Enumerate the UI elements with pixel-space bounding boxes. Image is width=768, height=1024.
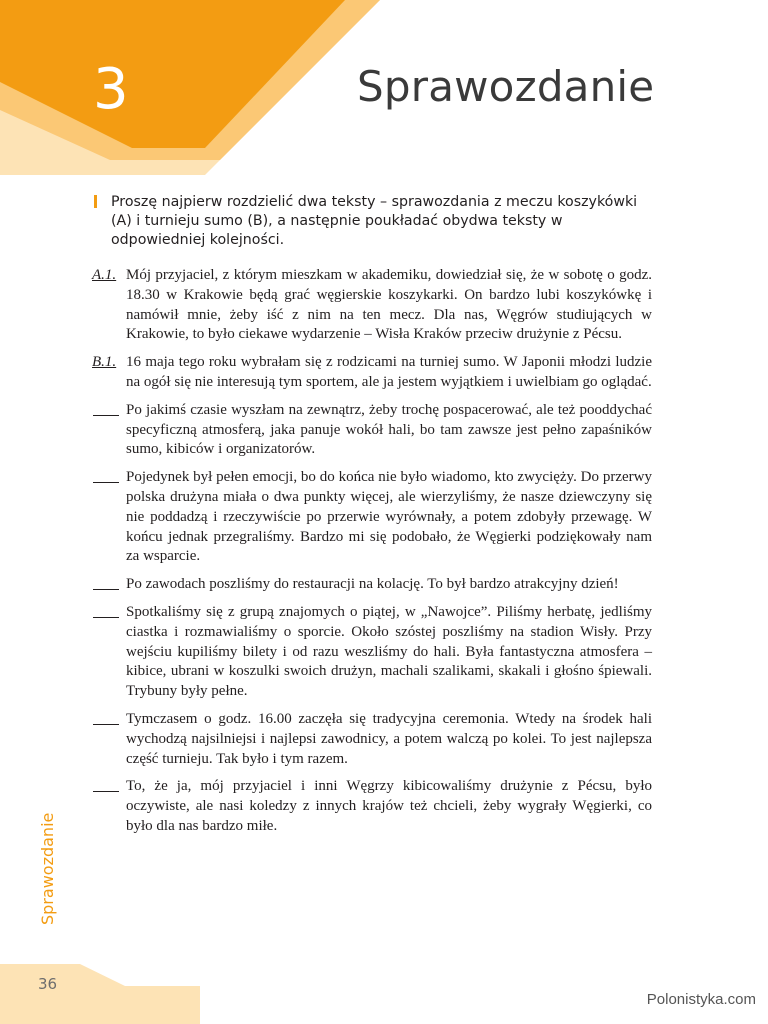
answer-blank[interactable] [93, 603, 119, 618]
answer-blank[interactable] [93, 575, 119, 590]
item-text: Tymczasem o godz. 16.00 zaczęła się tradycyjna ceremonia. Wtedy na środek hali wychodzą najsilniejsi i najlepsi zawodnicy, a potem walczą po kolei. To jest najlepsza część turnieju. Tak było i tym razem. [126, 710, 652, 767]
answer-blank[interactable] [93, 468, 119, 483]
list-item [92, 266, 652, 345]
list-item [92, 777, 652, 836]
page-title: Sprawozdanie [357, 62, 655, 111]
list-item [92, 710, 652, 769]
list-item [92, 575, 652, 595]
side-chapter-title: Sprawozdanie [38, 812, 57, 925]
exercise-list [92, 266, 652, 845]
item-label: B.1. [92, 354, 117, 371]
answer-blank[interactable] [93, 710, 119, 725]
list-item [92, 401, 652, 460]
item-text: Po zawodach poszliśmy do restauracji na kolację. To był bardzo atrakcyjny dzień! [126, 576, 619, 593]
list-item [92, 353, 652, 393]
item-text: To, że ja, mój przyjaciel i inni Węgrzy kibicowaliśmy drużynie z Pécsu, było oczywiste, ale nasi koledzy z innych krajów też chcieli, żeby wygrały Węgierki, co było dla nas bardzo miłe. [126, 778, 652, 834]
item-text: Spotkaliśmy się z grupą znajomych o piątej, w „Nawojce”. Piliśmy herbatę, jedliśmy ciastka i rozmawialiśmy o sporcie. Około szóstej poszliśmy na stadion Wisły. Przy wejściu kupiliśmy bilety i od razu weszliśmy do hali. Była fantastyczna atmosfera – kibice, ubrani w koszulki swoich drużyn, machali szalikami, skakali i głośno śpiewali. Trybuny były pełne. [126, 603, 652, 700]
item-text: Pojedynek był pełen emocji, bo do końca nie było wiadomo, kto zwycięży. Do przerwy polska drużyna miała o dwa punkty więcej, ale wierzyliśmy, że nasze dziewczyny się nie poddadzą i rzeczywiście po przerwie wyrównały, a potem zdobyły przewagę. W końcu jednak przegraliśmy. Bardzo mi się podobało, że Węgierki podziękowały nam za wsparcie. [126, 469, 652, 565]
item-text: Mój przyjaciel, z którym mieszkam w akademiku, dowiedział się, że w sobotę o godz. 18.30 w Krakowie będą grać węgierskie koszykarki. On bardzo lubi koszykówkę i namówił mnie, żeby iść z nim na ten mecz. Dla nas, Węgrów studiujących w Krakowie, to było ciekawe wydarzenie – Wisła Kraków przeciw drużynie z Pécsu. [126, 267, 652, 343]
item-text: 16 maja tego roku wybrałam się z rodzicami na turniej sumo. W Japonii młodzi ludzie na ogół się nie interesują tym sportem, ale ja jestem wyjątkiem i uwielbiam go oglądać. [126, 354, 652, 390]
answer-blank[interactable] [93, 777, 119, 792]
instruction-marker [94, 195, 97, 208]
instruction-text: Proszę najpierw rozdzielić dwa teksty – sprawozdania z meczu koszykówki (A) i turnieju sumo (B), a następnie poukładać obydwa teksty w odpowiedniej kolejności. [111, 194, 638, 248]
item-text: Po jakimś czasie wyszłam na zewnątrz, żeby trochę pospacerować, ale też pooddychać specyficzną atmosferą, jaka panuje wokół hali, bo tam zawsze jest pełno zapaśników sumo, kibiców i organizatorów. [126, 401, 652, 458]
answer-blank[interactable] [93, 401, 119, 416]
page-number: 36 [38, 975, 58, 993]
chapter-number: 3 [93, 57, 129, 122]
item-label: A.1. [92, 267, 117, 283]
footer-pale-shape [0, 964, 200, 1024]
watermark: Polonistyka.com [646, 991, 756, 1008]
exercise-instruction [91, 193, 657, 250]
list-item [92, 603, 652, 702]
list-item [92, 468, 652, 567]
